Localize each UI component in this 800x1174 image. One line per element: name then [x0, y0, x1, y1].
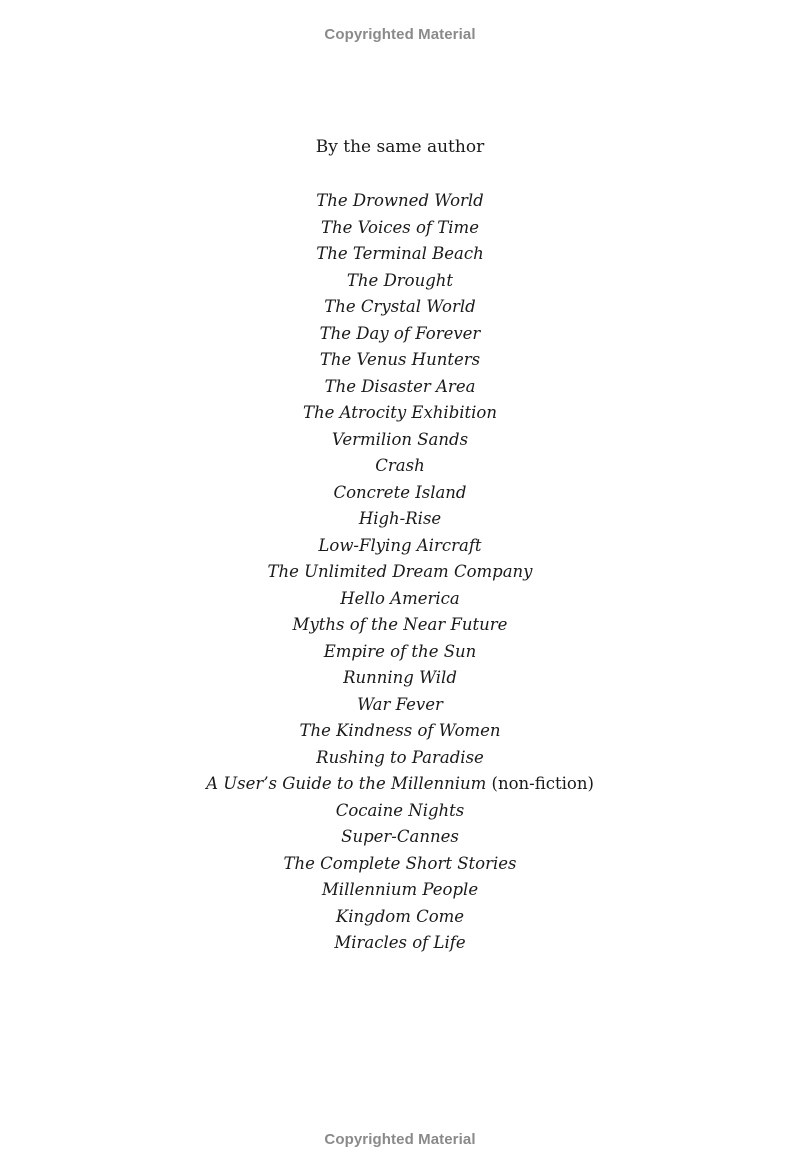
book-list-item [0, 692, 800, 719]
book-title: War Fever [357, 694, 443, 714]
book-title: Myths of the Near Future [292, 615, 508, 634]
book-list-item [0, 718, 800, 745]
book-list-item [0, 215, 800, 242]
book-list-item [0, 506, 800, 533]
book-list-item [0, 798, 800, 825]
book-title: Running Wild [343, 668, 457, 687]
book-list-item [0, 400, 800, 427]
book-title: Millennium People [321, 880, 479, 899]
book-title: Miracles of Life [334, 933, 466, 952]
book-list-item [0, 665, 800, 692]
book-title: The Atrocity Exhibition [303, 403, 497, 422]
book-list-item [0, 851, 800, 878]
book-title: Crash [375, 456, 425, 475]
book-list-item [0, 453, 800, 480]
book-list-item [0, 188, 800, 215]
book-list-item [0, 612, 800, 639]
book-title: The Complete Short Stories [283, 853, 517, 873]
book-title: Hello America [340, 588, 460, 608]
book-title: The Disaster Area [324, 376, 476, 396]
page-heading: By the same author [315, 137, 485, 157]
book-title: The Kindness of Women [299, 721, 501, 740]
book-list-item [0, 268, 800, 295]
book-list-item [0, 877, 800, 904]
book-title: The Voices of Time [321, 217, 479, 237]
book-title: Concrete Island [333, 482, 467, 502]
book-list-item [0, 427, 800, 454]
book-list-item [0, 241, 800, 268]
book-list-item [0, 347, 800, 374]
book-list-item [0, 824, 800, 851]
book-title: The Crystal World [324, 297, 476, 316]
book-list-item [0, 771, 800, 798]
book-title: The Day of Forever [319, 323, 481, 343]
book-list-item [0, 639, 800, 666]
book-list-item [0, 533, 800, 560]
book-list-item [0, 930, 800, 957]
book-title: The Venus Hunters [319, 350, 481, 369]
book-title: High-Rise [358, 509, 442, 528]
book-title: The Terminal Beach [316, 244, 484, 263]
book-list-item [0, 745, 800, 772]
book-list-item [0, 480, 800, 507]
book-title: The Drowned World [316, 191, 484, 210]
book-list-item [0, 321, 800, 348]
book-title: The Drought [346, 270, 454, 290]
book-title: Rushing to Paradise [316, 747, 484, 767]
book-title: Cocaine Nights [335, 800, 465, 820]
book-title: A User’s Guide to the Millennium [206, 774, 487, 793]
book-list-item [0, 586, 800, 613]
book-title: The Unlimited Dream Company [267, 562, 533, 581]
copyright-watermark-top: Copyrighted Material [324, 26, 476, 43]
book-title: Kingdom Come [335, 906, 465, 926]
book-title: Empire of the Sun [323, 641, 477, 661]
book-list-item [0, 374, 800, 401]
book-title: Low-Flying Aircraft [318, 535, 482, 555]
book-note: (non-fiction) [491, 774, 594, 793]
copyright-watermark-bottom: Copyrighted Material [324, 1131, 476, 1148]
book-list-item [0, 559, 800, 586]
book-list [0, 188, 800, 957]
book-title: Super-Cannes [341, 827, 459, 846]
book-title: Vermilion Sands [331, 429, 469, 449]
book-list-item [0, 904, 800, 931]
book-list-item [0, 294, 800, 321]
